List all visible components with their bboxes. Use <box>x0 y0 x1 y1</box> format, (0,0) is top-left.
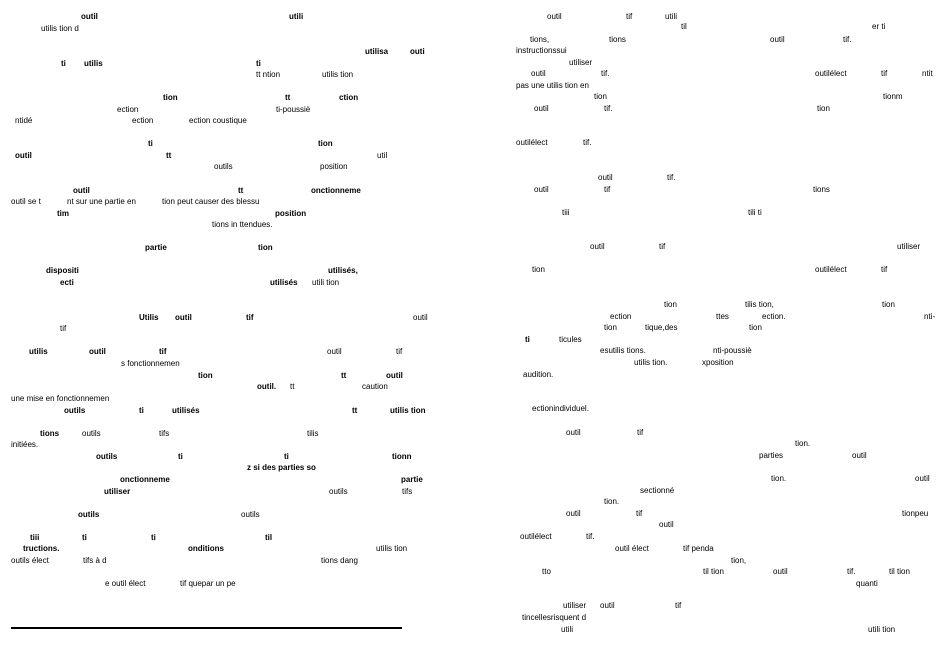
right-text-tif: tif. <box>847 567 856 576</box>
left-text-utilisa: utilisa <box>365 47 389 56</box>
right-text-outil: outil <box>773 567 788 576</box>
right-text-outil: outil <box>600 601 615 610</box>
right-text-til: til <box>681 22 687 31</box>
left-text-ti: ti <box>256 59 261 68</box>
right-text-tif: tif <box>626 12 633 21</box>
right-text-outil: outil <box>534 185 549 194</box>
left-text-utilis-tion-d: utilis tion d <box>41 24 79 33</box>
left-text-tion-peut-causer-des-blessu: tion peut causer des blessu <box>162 197 260 206</box>
left-text-ection-coustique: ection coustique <box>189 116 247 125</box>
right-text-tif: tif <box>637 428 644 437</box>
right-text-outilelect: outilélect <box>815 69 847 78</box>
left-text-tion: tion <box>163 93 178 102</box>
right-text-pas-une-utilis-tion-en: pas une utilis tion en <box>516 81 589 90</box>
left-text-caution: caution <box>362 382 388 391</box>
right-text-audition: audition. <box>523 370 554 379</box>
right-text-ntit: ntit <box>922 69 933 78</box>
left-text-ntide: ntidé <box>15 116 33 125</box>
right-text-tif: tif <box>604 185 611 194</box>
left-text-dispositi: dispositi <box>46 266 79 275</box>
left-text-tion: tion <box>258 243 273 252</box>
right-text-outil: outil <box>531 69 546 78</box>
right-text-til-tion: til tion <box>703 567 724 576</box>
left-text-z-si-des-parties-so: z si des parties so <box>247 463 316 472</box>
left-text-ti: ti <box>82 533 87 542</box>
right-text-tif: tif. <box>843 35 852 44</box>
left-text-tion: tion <box>198 371 213 380</box>
right-text-outil: outil <box>915 474 930 483</box>
left-text-utilises: utilisés <box>172 406 200 415</box>
right-text-tions: tions <box>609 35 626 44</box>
left-text-tructions: tructions. <box>23 544 60 553</box>
right-text-quanti: quanti <box>856 579 878 588</box>
left-text-ction: ction <box>339 93 359 102</box>
right-text-utili: utili <box>665 12 678 21</box>
right-text-ection: ection. <box>762 312 786 321</box>
left-text-position: position <box>275 209 307 218</box>
left-text-outils: outils <box>241 510 260 519</box>
right-text-tif: tif <box>881 265 888 274</box>
left-text-tif: tif <box>159 347 167 356</box>
left-text-outil: outil <box>327 347 342 356</box>
left-text-util: util <box>377 151 388 160</box>
right-text-tif-penda: tif penda <box>683 544 714 553</box>
left-text-tions: tions <box>40 429 60 438</box>
right-text-outilelect: outilélect <box>815 265 847 274</box>
right-text-tif: tif <box>881 69 888 78</box>
right-text-tili-ti: tili ti <box>748 208 762 217</box>
left-text-e-outil-elect: e outil élect <box>105 579 146 588</box>
left-text-outils: outils <box>82 429 101 438</box>
left-text-tion: tion <box>318 139 333 148</box>
left-text-tt: tt <box>290 382 295 391</box>
right-text-tif: tif. <box>583 138 592 147</box>
right-text-tif: tif <box>659 242 666 251</box>
right-text-tionpeu: tionpeu <box>902 509 929 518</box>
right-text-tion: tion. <box>771 474 787 483</box>
left-text-ecti: ecti <box>60 278 74 287</box>
right-text-esutilis-tions: esutilis tions. <box>600 346 646 355</box>
left-text-outil: outil <box>413 313 428 322</box>
right-text-ectionindividuel: ectionindividuel. <box>532 404 589 413</box>
left-text-ti: ti <box>284 452 289 461</box>
left-text-outils: outils <box>78 510 100 519</box>
left-text-til: til <box>265 533 273 542</box>
left-text-outil: outil <box>73 186 90 195</box>
left-text-outils-elect: outils élect <box>11 556 49 565</box>
left-text-utilises: utilisés <box>270 278 298 287</box>
left-text-utilis-tion: utilis tion <box>376 544 408 553</box>
left-text-utili-tion: utili tion <box>312 278 340 287</box>
left-text-ti: ti <box>61 59 66 68</box>
right-text-tions: tions, <box>530 35 550 44</box>
left-text-utilises: utilisés, <box>328 266 358 275</box>
left-text-ti: ti <box>178 452 183 461</box>
left-text-tions-dang: tions dang <box>321 556 358 565</box>
left-text-partie: partie <box>401 475 423 484</box>
right-text-nti-poussie: nti-poussiè <box>713 346 752 355</box>
left-text-tif: tif <box>246 313 254 322</box>
left-text-tt-ntion: tt ntion <box>256 70 281 79</box>
left-text-tif: tif <box>60 324 67 333</box>
left-text-tt: tt <box>285 93 291 102</box>
left-text-ti: ti <box>148 139 153 148</box>
right-text-outil: outil <box>566 428 581 437</box>
left-text-outil: outil <box>175 313 192 322</box>
left-text-nt-sur-une-partie-en: nt sur une partie en <box>67 197 136 206</box>
right-text-utiliser: utiliser <box>569 58 593 67</box>
left-text-utilis-tion: utilis tion <box>322 70 354 79</box>
right-text-utiliser: utiliser <box>897 242 921 251</box>
left-text-utiliser: utiliser <box>104 487 131 496</box>
left-text-tt: tt <box>352 406 358 415</box>
left-text-tt: tt <box>166 151 172 160</box>
right-text-ttes: ttes <box>716 312 729 321</box>
left-text-ti: ti <box>139 406 144 415</box>
right-text-instructionssui: instructionssui <box>516 46 567 55</box>
right-text-tion: tion <box>664 300 677 309</box>
right-text-xposition: xposition <box>702 358 734 367</box>
right-text-utilis-tion: utilis tion. <box>634 358 668 367</box>
right-text-outil: outil <box>566 509 581 518</box>
right-text-sectionne: sectionné <box>640 486 675 495</box>
right-text-tiii: tiii <box>562 208 570 217</box>
right-text-tion: tion. <box>604 497 620 506</box>
left-text-ti-poussie: ti-poussiè <box>276 105 311 114</box>
right-text-tif: tif. <box>586 532 595 541</box>
left-text-outil: outil <box>15 151 32 160</box>
right-text-ticules: ticules <box>559 335 582 344</box>
right-text-outil: outil <box>659 520 674 529</box>
left-text-tionn: tionn <box>392 452 412 461</box>
right-text-utiliser: utiliser <box>563 601 587 610</box>
right-text-tif: tif. <box>604 104 613 113</box>
left-text-outil: outil <box>81 12 98 21</box>
right-text-tions: tions <box>813 185 830 194</box>
left-text-initiees: initiées. <box>11 440 39 449</box>
right-text-utili: utili <box>561 625 574 634</box>
right-text-tto: tto <box>542 567 551 576</box>
left-text-tiii: tiii <box>30 533 40 542</box>
left-text-tim: tim <box>57 209 69 218</box>
right-text-tion: tion <box>532 265 545 274</box>
right-text-outil: outil <box>547 12 562 21</box>
right-text-outil: outil <box>770 35 785 44</box>
left-text-outils: outils <box>64 406 86 415</box>
left-text-position: position <box>320 162 348 171</box>
left-text-outils: outils <box>214 162 233 171</box>
left-text-outil-se-t: outil se t <box>11 197 41 206</box>
left-text-utilis: utilis <box>29 347 48 356</box>
right-text-tion: tion <box>594 92 607 101</box>
left-text-tif: tif <box>396 347 403 356</box>
left-text-outils: outils <box>96 452 118 461</box>
right-text-parties: parties <box>759 451 784 460</box>
right-text-tique-des: tique,des <box>645 323 678 332</box>
right-text-tif: tif. <box>667 173 676 182</box>
right-text-tionm: tionm <box>883 92 903 101</box>
left-text-ti: ti <box>151 533 156 542</box>
right-text-tif: tif <box>636 509 643 518</box>
right-text-til-tion: til tion <box>889 567 910 576</box>
left-text-tt: tt <box>341 371 347 380</box>
footnote-divider <box>11 627 402 629</box>
right-text-outil: outil <box>534 104 549 113</box>
left-text-tilis: tilis <box>307 429 319 438</box>
left-text-s-fonctionnemen: s fonctionnemen <box>121 359 180 368</box>
left-text-une-mise-en-fonctionnemen: une mise en fonctionnemen <box>11 394 110 403</box>
left-text-outil: outil <box>386 371 403 380</box>
right-text-tion: tion <box>604 323 617 332</box>
left-text-utilis: utilis <box>84 59 103 68</box>
left-text-onctionneme: onctionneme <box>311 186 361 195</box>
right-text-ti: ti <box>525 335 530 344</box>
left-text-tifs: tifs <box>159 429 170 438</box>
left-text-outil: outil. <box>257 382 277 391</box>
left-text-tt: tt <box>238 186 244 195</box>
right-text-tilis-tion: tilis tion, <box>745 300 774 309</box>
left-text-outil: outil <box>89 347 106 356</box>
right-text-tion: tion. <box>795 439 811 448</box>
right-text-outilelect: outilélect <box>516 138 548 147</box>
left-text-partie: partie <box>145 243 167 252</box>
right-text-outil: outil <box>590 242 605 251</box>
left-text-onctionneme: onctionneme <box>120 475 170 484</box>
right-text-tion: tion <box>749 323 762 332</box>
right-text-ection: ection <box>610 312 632 321</box>
left-text-tions-in-ttendues: tions in ttendues. <box>212 220 273 229</box>
left-text-onditions: onditions <box>188 544 224 553</box>
right-text-nti: nti- <box>924 312 936 321</box>
right-text-utili-tion: utili tion <box>868 625 896 634</box>
left-text-outils: outils <box>329 487 348 496</box>
right-text-tif: tif. <box>601 69 610 78</box>
right-text-outil: outil <box>598 173 613 182</box>
right-text-tincellesrisquent-d: tincellesrisquent d <box>522 613 587 622</box>
left-text-outi: outi <box>410 47 425 56</box>
right-text-tion: tion <box>882 300 895 309</box>
right-text-outilelect: outilélect <box>520 532 552 541</box>
left-text-utilis: Utilis <box>139 313 159 322</box>
right-text-er-ti: er ti <box>872 22 886 31</box>
right-text-tif: tif <box>675 601 682 610</box>
left-text-tif-quepar-un-pe: tif quepar un pe <box>180 579 236 588</box>
left-text-utilis-tion: utilis tion <box>390 406 426 415</box>
left-text-utili: utili <box>289 12 304 21</box>
left-text-ection: ection <box>132 116 154 125</box>
right-text-outil-elect: outil élect <box>615 544 649 553</box>
left-text-tifs: tifs <box>402 487 413 496</box>
right-text-outil: outil <box>852 451 867 460</box>
left-text-tifs-a-d: tifs à d <box>83 556 107 565</box>
right-text-tion: tion, <box>731 556 747 565</box>
right-text-tion: tion <box>817 104 830 113</box>
left-text-ection: ection <box>117 105 139 114</box>
